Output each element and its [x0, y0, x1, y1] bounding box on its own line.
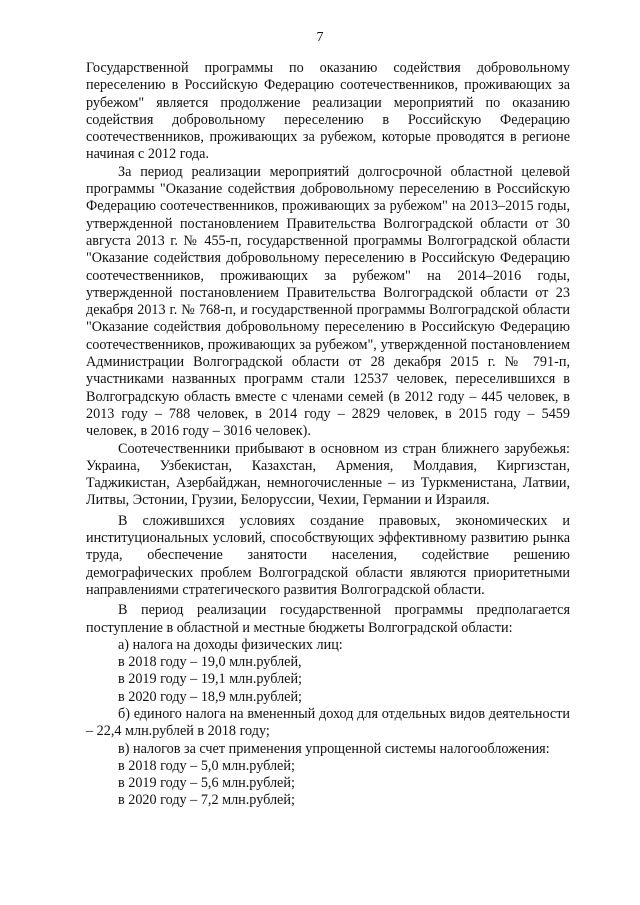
paragraph-programs: За период реализации мероприятий долгосрочной областной целевой программы "Оказание содействия добровольному переселению в Российскую Федерацию соотечественников, проживающих за рубежом" на 2013–2015 годы, утвержденной постановлением Правительства Волгоградской области от 30 августа 2013 г. № 455-п, государственной программы Волгоградской области "Оказание содействия добровольному переселению в Российскую Федерацию соотечественников, проживающих за рубежом" на 2014–2016 годы, утвержденной постановлением Правительства Волгоградской области от 23 декабря 2013 г. № 768-п, и государственной программы Волгоградской области "Оказание содействия добровольному переселению в Российскую Федерацию соотечественников, проживающих за рубежом", утвержденной постановлением Администрации Волгоградской области от 28 декабря 2015 г. № 791-п, участниками названных программ стали 12537 человек, переселившихся в Волгоградскую область вместе с членами семей (в 2012 году – 445 человек, в 2013 году – 788 человек, в 2014 году – 2829 человек, в 2015 году – 5459 человек, в 2016 году – 3016 человек).	[86, 163, 570, 440]
list-item: в 2019 году – 5,6 млн.рублей;	[118, 775, 295, 792]
page-number: 7	[316, 30, 324, 45]
list-item: а) налога на доходы физических лиц:	[118, 636, 343, 653]
paragraph-budget: В период реализации государственной программы предполагается поступление в областной и местные бюджеты Волгоградской области:	[86, 602, 570, 636]
paragraph-conditions: В сложившихся условиях создание правовых, экономических и институциональных условий, способствующих эффективному развитию рынка труда, обеспечение занятости населения, содействие решению демографических проблем Волгоградской области являются приоритетными направлениями стратегического развития Волгоградской области.	[86, 512, 570, 598]
document-body	[86, 60, 570, 810]
paragraph-intro: Государственной программы по оказанию содействия добровольному переселению в Российскую Федерацию соотечественников, проживающих за рубежом" является продолжение реализации мероприятий по оказанию содействия добровольному переселению в Российскую Федерацию соотечественников, проживающих за рубежом, которые проводятся в регионе начиная с 2012 года.	[86, 60, 570, 163]
list-item: в 2020 году – 7,2 млн.рублей;	[118, 792, 295, 809]
list-item: в 2020 году – 18,9 млн.рублей;	[118, 688, 302, 705]
paragraph-countries: Соотечественники прибывают в основном из стран ближнего зарубежья: Украина, Узбекистан, Казахстан, Армения, Молдавия, Киргизстан, Таджикистан, Азербайджан, немногочисленные – из Туркменистана, Латвии, Литвы, Эстонии, Грузии, Белоруссии, Чехии, Германии и Израиля.	[86, 440, 570, 509]
list-item: в 2019 году – 19,1 млн.рублей;	[118, 671, 302, 688]
paragraph-envd: б) единого налога на вмененный доход для отдельных видов деятельности – 22,4 млн.рублей в 2018 году;	[86, 705, 570, 740]
list-item: в 2018 году – 19,0 млн.рублей,	[118, 654, 302, 671]
list-item: в) налогов за счет применения упрощенной системы налогообложения:	[118, 740, 550, 757]
list-item: в 2018 году – 5,0 млн.рублей;	[118, 757, 295, 774]
